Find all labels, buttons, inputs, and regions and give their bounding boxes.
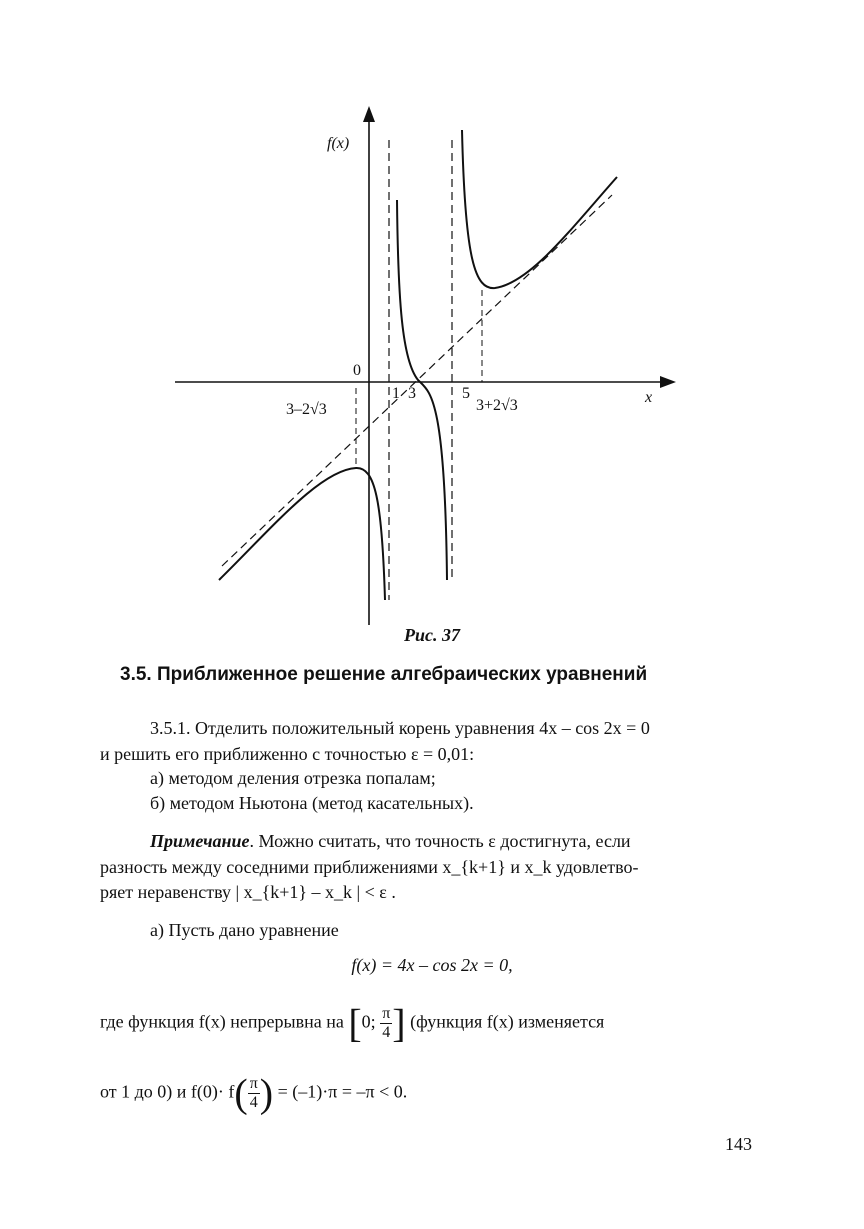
- curve-right-branch: [462, 130, 617, 288]
- paren-open: (: [234, 1070, 248, 1116]
- interval-left: 0;: [361, 1011, 376, 1032]
- note-line-2: разность между соседними приближениями x_{k+1} и x_k удовлетво-: [100, 857, 639, 877]
- problem-item-a: а) методом деления отрезка попалам;: [150, 768, 436, 788]
- fraction-numerator-b: π: [249, 1075, 258, 1092]
- main-equation: f(x) = 4x – cos 2x = 0,: [351, 955, 513, 975]
- solution-intro: а) Пусть дано уравнение: [150, 920, 339, 940]
- fraction-numerator: π: [382, 1005, 391, 1022]
- problem-item-b: б) методом Ньютона (метод касательных).: [150, 793, 474, 813]
- page-number: 143: [725, 1134, 752, 1154]
- tick-label-right: 3+2√3: [476, 397, 518, 414]
- tick-label-5: 5: [462, 385, 470, 402]
- note-line-1: [100, 829, 805, 853]
- paren-close: ): [259, 1070, 274, 1116]
- tick-label-left: 3–2√3: [286, 401, 327, 418]
- x-axis-label: x: [645, 389, 653, 406]
- note-lead: Примечание: [150, 831, 250, 851]
- product-line: [100, 1070, 755, 1125]
- bracket-close: ]: [392, 1000, 406, 1046]
- oblique-asymptote: [222, 195, 612, 566]
- x-axis-arrow: [660, 376, 676, 388]
- y-axis-arrow: [363, 106, 375, 122]
- fraction-pi-over-4: [380, 1005, 392, 1042]
- continuity-end: (функция f(x) изменяется: [410, 1011, 605, 1032]
- curve-middle-branch: [397, 200, 447, 580]
- origin-label: 0: [353, 362, 361, 379]
- problem-line-2: и решить его приближенно с точностью ε = 0,01:: [100, 744, 475, 764]
- figure-caption: Рис. 37: [404, 625, 460, 645]
- note-line-3: ряет неравенству | x_{k+1} – x_k | < ε .: [100, 882, 396, 902]
- y-axis-label: f(x): [327, 135, 350, 152]
- product-end: = (–1)·π = –π < 0.: [277, 1081, 408, 1102]
- tick-label-1: 1: [392, 385, 400, 402]
- note-text-1: . Можно считать, что точность ε достигнута, если: [249, 831, 631, 851]
- fraction-denominator: 4: [382, 1024, 391, 1041]
- problem-line-1: 3.5.1. Отделить положительный корень уравнения 4x – cos 2x = 0: [150, 718, 650, 738]
- curve-left-branch: [219, 468, 385, 600]
- fraction-denominator-b: 4: [249, 1094, 258, 1111]
- fraction-pi-over-4-b: [248, 1075, 260, 1112]
- tick-label-3: 3: [408, 385, 416, 402]
- product-start: от 1 до 0) и f(0)· f: [100, 1081, 235, 1102]
- bracket-open: [: [348, 1000, 362, 1046]
- section-title: 3.5. Приближенное решение алгебраических уравнений: [120, 664, 648, 685]
- continuity-start: где функция f(x) непрерывна на: [100, 1011, 344, 1032]
- continuity-line: [100, 1000, 755, 1055]
